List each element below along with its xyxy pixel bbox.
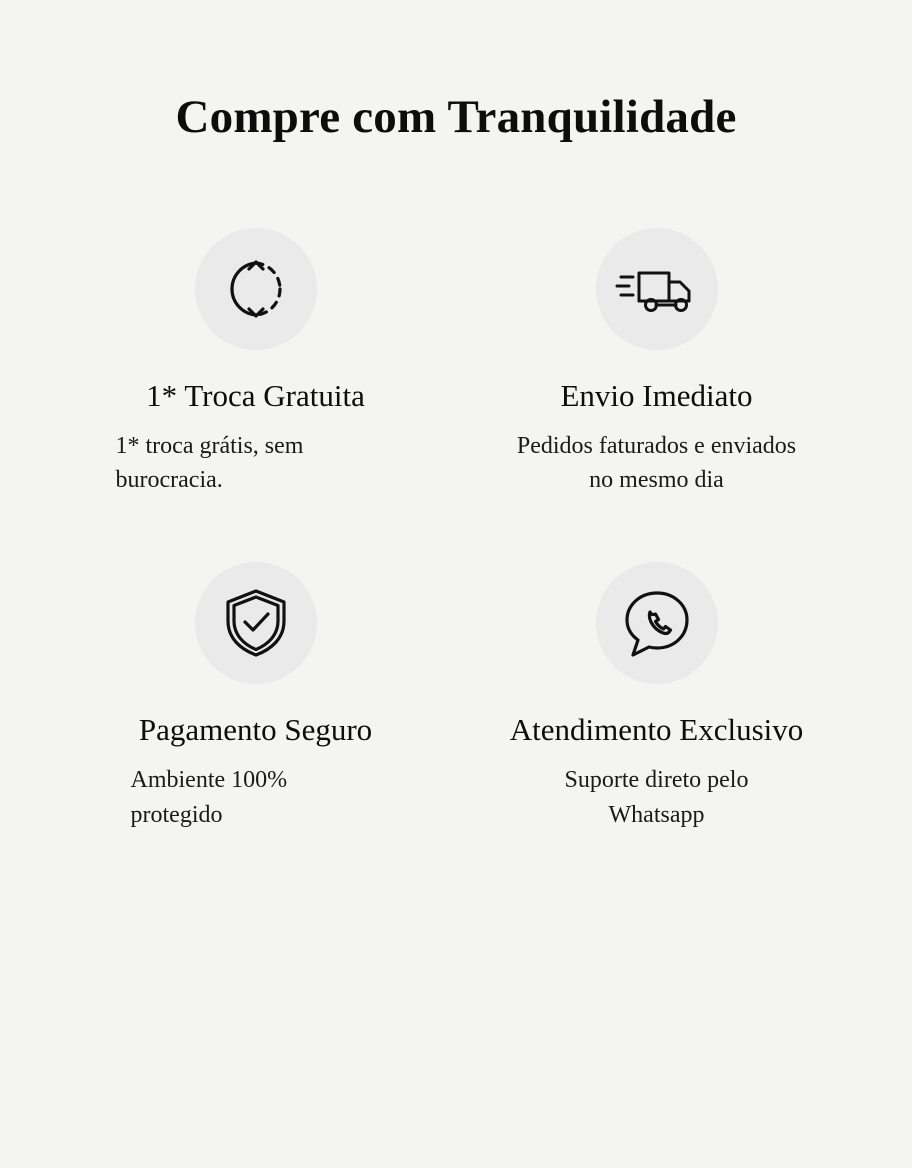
benefit-description: Ambiente 100% protegido xyxy=(130,767,288,828)
shield-check-icon xyxy=(195,562,317,684)
benefit-item-troca-gratuita xyxy=(60,228,451,499)
benefit-item-envio-imediato xyxy=(461,228,852,499)
benefit-title: Pagamento Seguro xyxy=(138,712,373,748)
benefit-description: 1* troca grátis, sem burocracia. xyxy=(115,432,304,494)
benefit-description: Pedidos faturados e enviados no mesmo dia xyxy=(516,432,797,494)
benefit-item-pagamento-seguro xyxy=(60,562,451,833)
refresh-exchange-icon xyxy=(195,228,317,350)
benefit-item-atendimento-exclusivo xyxy=(461,562,852,833)
benefit-title: 1* Troca Gratuita xyxy=(146,377,365,413)
delivery-truck-icon xyxy=(596,228,718,350)
page-title: Compre com Tranquilidade xyxy=(175,91,737,143)
benefit-description: Suporte direto pelo Whatsapp xyxy=(564,767,749,828)
benefit-title: Atendimento Exclusivo xyxy=(509,712,804,748)
benefit-title: Envio Imediato xyxy=(560,377,753,413)
benefits-grid xyxy=(60,228,852,833)
whatsapp-chat-icon xyxy=(596,562,718,684)
